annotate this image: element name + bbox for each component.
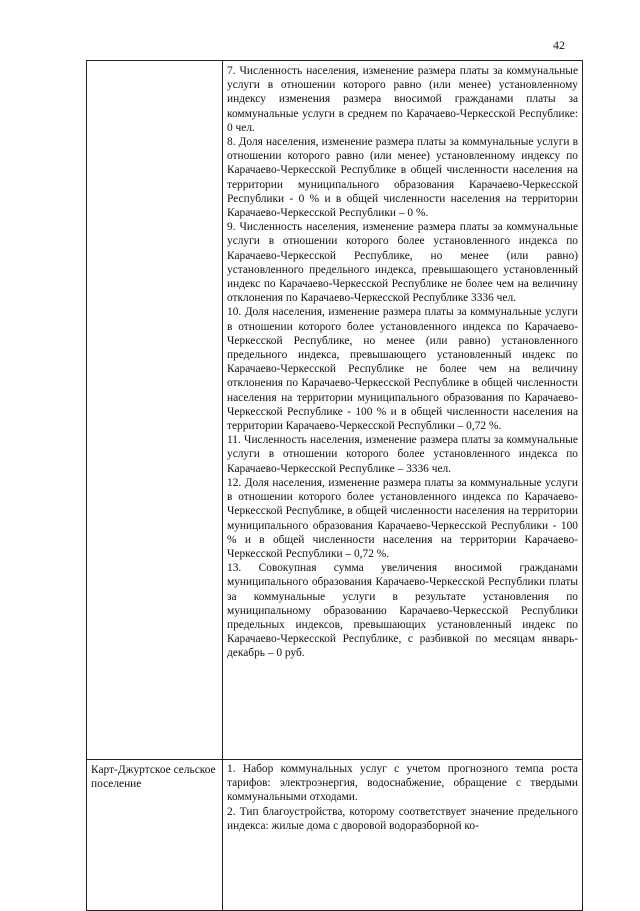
settlements-table	[86, 60, 583, 911]
indicator-item: 10. Доля населения, изменение размера платы за коммунальные услуги в отношении которого более установленного индекса по Карачаево-Черкесской Республике, но менее (или равно) установленного предельного индекса, превышающего установленный индекс по Карачаево-Черкесской Республике не более чем на величину отклонения по Карачаево-Черкесской Республике в общей численности населения на территории муниципального образования по Карачаево-Черкесской Республике - 100 % и в общей численности населения на территории Карачаево-Черкесской Республики – 0,72 %.	[227, 306, 578, 433]
indicator-item: 8. Доля населения, изменение размера платы за коммунальные услуги в отношении которого равно (или менее) установленному индексу по Карачаево-Черкесской Республике в общей численности населения на территории муниципального образования Карачаево-Черкесской Республики - 0 % и в общей численности населения на территории Карачаево-Черкесской Республики – 0 %.	[227, 136, 578, 220]
indicators-cell	[223, 760, 583, 911]
settlement-cell	[87, 61, 223, 760]
indicator-item: 13. Совокупная сумма увеличения вносимой гражданами муниципального образования Карачаево-Черкесской Республики платы за коммунальные услуги в результате установления по муниципальному образованию Карачаево-Черкесской Республики предельных индексов, превышающих установленный индекс по Карачаево-Черкесской Республике, с разбивкой по месяцам январь-декабрь – 0 руб.	[227, 562, 578, 660]
table-row	[87, 61, 583, 760]
settlement-name	[87, 61, 222, 64]
indicator-item: 9. Численность населения, изменение размера платы за коммунальные услуги в отношении которого более установленного индекса по Карачаево-Черкесской Республике, но менее (или равно) установленного предельного индекса, превышающего установленный индекс по Карачаево-Черкесской Республике не более чем на величину отклонения по Карачаево-Черкесской Республике 3336 чел.	[227, 221, 578, 305]
indicator-item: 7. Численность населения, изменение размера платы за коммунальные услуги в отношении которого равно (или менее) установленному индексу изменения размера вносимой гражданами платы за коммунальные услуги в среднем по Карачаево-Черкесской Республике: 0 чел.	[227, 65, 578, 134]
indicator-item: 11. Численность населения, изменение размера платы за коммунальные услуги в отношении которого более установленного индекса по Карачаево-Черкесской Республике – 3336 чел.	[227, 434, 578, 475]
settlement-cell	[87, 760, 223, 911]
settlement-name: Карт-Джуртское сельское поселение	[91, 764, 216, 791]
indicator-item: 12. Доля населения, изменение размера платы за коммунальные услуги в отношении которого более установленного индекса по Карачаево-Черкесской Республике, в общей численности населения на территории муниципального образования Карачаево-Черкесской Республики - 100 % и в общей численности населения на территории Карачаево-Черкесской Республики – 0,72 %.	[227, 476, 578, 560]
table-row	[87, 760, 583, 911]
indicators-cell	[223, 61, 583, 760]
page-number: 42	[553, 38, 565, 52]
indicator-item: 1. Набор коммунальных услуг с учетом прогнозного темпа роста тарифов: электроэнергия, водоснабжение, обращение с твердыми коммунальными отходами.	[227, 763, 578, 804]
indicator-item: 2. Тип благоустройства, которому соответствует значение предельного индекса: жилые дома с дворовой водоразборной ко-	[227, 805, 578, 832]
